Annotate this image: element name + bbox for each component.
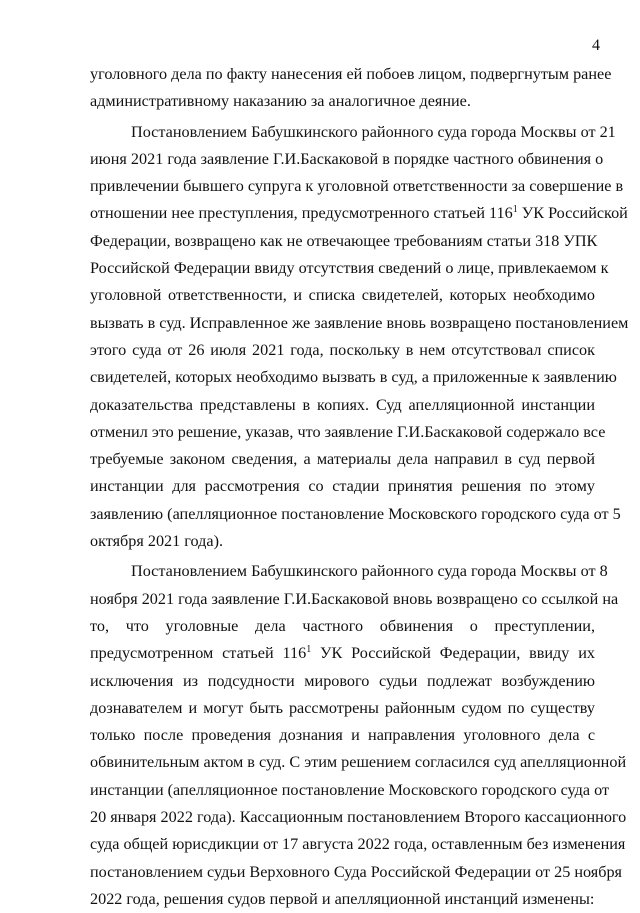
text-segment: отменил это решение, указав, что заявление Г.И.Баскаковой содержало все: [90, 422, 606, 441]
text-line: [90, 695, 595, 722]
text-line: [90, 749, 627, 776]
text-line: [90, 722, 595, 749]
text-segment: то, что уголовные дела частного обвинения о преступлении,: [90, 616, 595, 635]
text-line: [90, 640, 595, 667]
text-segment: суда общей юрисдикции от 17 августа 2022 года, оставленным без изменения: [90, 835, 626, 854]
text-segment: УК Российской Федерации, ввиду их: [311, 644, 595, 663]
text-line: [90, 419, 606, 446]
text-segment: постановлением судьи Верховного Суда Российской Федерации от 25 ноября: [90, 862, 623, 881]
text-line: [90, 392, 595, 419]
text-segment: заявлению (апелляционное постановление Московского городского суда от 5: [90, 504, 621, 523]
text-segment: свидетелей, которых необходимо вызвать в суд, а приложенные к заявлению: [90, 368, 617, 387]
text-segment: привлечении бывшего супруга к уголовной ответственности за совершение в: [90, 177, 624, 196]
text-line: [90, 337, 595, 364]
text-segment: обвинительным актом в суд. С этим решением согласился суд апелляционной: [90, 753, 627, 772]
text-line: [90, 528, 595, 555]
text-line: [90, 228, 598, 255]
text-line: [90, 255, 609, 282]
paragraph: [90, 558, 627, 913]
text-line: [90, 886, 595, 913]
text-segment: октября 2021 года).: [90, 532, 224, 551]
text-segment: этого суда от 26 июля 2021 года, поскольку в нем отсутствовал список: [90, 340, 595, 359]
text-segment: административному наказанию за аналогичное деяние.: [90, 92, 471, 111]
text-line: [90, 364, 617, 391]
text-segment: 20 января 2022 года). Кассационным постановлением Второго кассационного: [90, 808, 627, 827]
text-segment: уголовной ответственности, и списка свидетелей, которых необходимо: [90, 286, 595, 305]
document-body: [90, 61, 629, 913]
text-segment: июня 2021 года заявление Г.И.Баскаковой в порядке частного обвинения о: [90, 149, 604, 168]
text-line: [90, 200, 628, 227]
text-line: [90, 119, 616, 146]
text-line: [90, 446, 595, 473]
text-segment: Постановлением Бабушкинского районного суда города Москвы от 8: [131, 562, 608, 581]
text-segment: дознавателем и могут быть рассмотрены районным судом по существу: [90, 698, 595, 717]
text-segment: Постановлением Бабушкинского районного суда города Москвы от 21: [131, 122, 616, 141]
text-segment: требуемые законом сведения, а материалы дела направил в суд первой: [90, 450, 595, 469]
text-segment: инстанции для рассмотрения со стадии принятия решения по этому: [90, 477, 595, 496]
text-line: [90, 501, 621, 528]
text-line: [90, 586, 619, 613]
text-segment: инстанции (апелляционное постановление Московского городского суда от: [90, 780, 610, 799]
superscript: 1: [306, 644, 312, 656]
superscript: 1: [512, 204, 518, 216]
text-line: [90, 88, 595, 115]
text-line: [90, 173, 624, 200]
text-line: [90, 61, 612, 88]
text-segment: отношении нее преступления, предусмотренного статьей 116: [90, 204, 513, 223]
text-line: [90, 473, 595, 500]
text-line: [90, 558, 608, 585]
text-segment: 2022 года, решения судов первой и апелляционной инстанций изменены:: [90, 889, 595, 908]
text-line: [90, 777, 610, 804]
paragraph: [90, 61, 612, 116]
text-segment: исключения из подсудности мирового судьи подлежат возбуждению: [90, 671, 595, 690]
text-segment: вызвать в суд. Исправленное же заявление вновь возвращено постановлением: [90, 313, 629, 332]
text-line: [90, 804, 627, 831]
text-line: [90, 613, 595, 640]
text-segment: предусмотренном статьей 116: [90, 644, 307, 663]
text-segment: только после проведения дознания и направления уголовного дела с: [90, 726, 595, 745]
text-line: [90, 310, 629, 337]
page-number: 4: [592, 37, 600, 54]
text-segment: Федерации, возвращено как не отвечающее требованиям статьи 318 УПК: [90, 231, 598, 250]
text-line: [90, 668, 595, 695]
text-line: [90, 282, 595, 309]
text-segment: доказательства представлены в копиях. Суд апелляционной инстанции: [90, 395, 595, 414]
text-segment: уголовного дела по факту нанесения ей побоев лицом, подвергнутым ранее: [90, 65, 612, 83]
text-line: [90, 146, 604, 173]
text-line: [90, 831, 626, 858]
text-segment: Российской Федерации ввиду отсутствия сведений о лице, привлекаемом к: [90, 259, 609, 278]
paragraph: [90, 119, 629, 556]
text-line: [90, 859, 623, 886]
text-segment: УК Российской: [517, 204, 628, 223]
text-segment: ноября 2021 года заявление Г.И.Баскаковой вновь возвращено со ссылкой на: [90, 589, 619, 608]
